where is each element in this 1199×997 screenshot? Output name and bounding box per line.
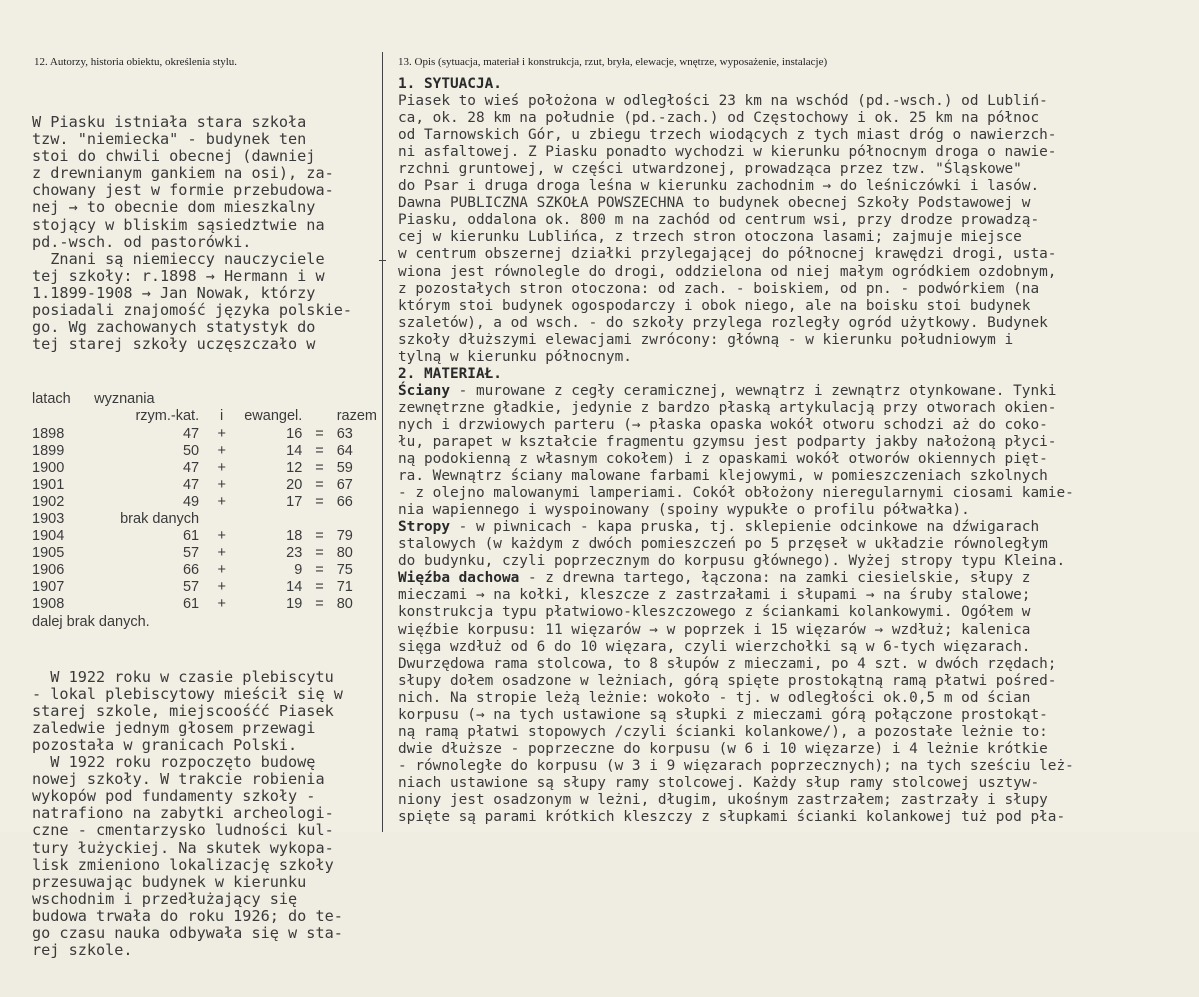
table-cell: 9 <box>294 562 303 579</box>
table-cell: = <box>315 596 324 613</box>
line-text: mieczami → na kołki, kleszcze z zastrzałami i słupami → na śruby stalowe; <box>398 587 1031 604</box>
line-text: szaletów), a od wsch. - do szkoły przylega rozległy ogród użytkowy. Budynek <box>398 314 1048 331</box>
text-line <box>398 553 1193 570</box>
text-line: z drewnianym gankiem na osi), za- <box>32 164 334 183</box>
table-cell: + <box>217 476 226 493</box>
table-cell: = <box>315 442 324 459</box>
table-cell: 57 <box>182 545 200 562</box>
text-line <box>398 741 1193 758</box>
text-line <box>398 383 1193 400</box>
text-line <box>398 110 1193 127</box>
text-line <box>398 349 1193 366</box>
text-line: 1.1899-1908 → Jan Nowak, którzy <box>32 283 316 302</box>
text-line: przesuwając budynek w kierunku <box>32 872 307 891</box>
bold-heading: Ściany <box>398 382 450 399</box>
bold-heading: 1. SYTUACJA. <box>398 76 502 92</box>
line-text: cej w kierunku Lublińca, z trzech stron otoczona lasami; zajmuje miejsce <box>398 229 1022 246</box>
line-text: ni asfaltowej. Z Piasku ponadto wychodzi w kierunku północnym droga o nawie- <box>398 144 1057 161</box>
table-cell: = <box>315 425 324 442</box>
table-row <box>32 596 377 613</box>
table-cell: 12 <box>286 459 303 476</box>
text-line: - lokal plebiscytowy mieścił się w <box>32 684 343 703</box>
line-text: korpusu (→ na tych ustawione są słupki z mieczami górą połączone prostokąt- <box>398 706 1048 723</box>
text-line <box>398 400 1193 417</box>
table-cell: 1907 <box>32 579 65 596</box>
text-line <box>398 519 1193 536</box>
table-cell: = <box>315 545 324 562</box>
table-row <box>32 562 377 579</box>
line-text: konstrukcja typu płatwiowo-kleszczowego z ściankami kolankowymi. Ogółem w <box>398 604 1031 621</box>
table-cell: 50 <box>182 442 200 459</box>
table-cell: = <box>315 579 324 596</box>
table-cell: 49 <box>182 493 200 510</box>
table-header-row <box>32 391 377 408</box>
table-cell: 47 <box>182 476 200 493</box>
table-cell: = <box>315 493 324 510</box>
text-line <box>398 673 1193 690</box>
text-line: W 1922 roku rozpoczęto budowę <box>32 753 316 772</box>
text-line <box>398 604 1193 621</box>
table-cell: 1902 <box>32 493 65 510</box>
text-line: W 1922 roku w czasie plebiscytu <box>32 667 334 686</box>
line-text: Piasku, oddalona ok. 800 m na zachód od centrum wsi, przy drodze prowadzą- <box>398 212 1040 229</box>
line-text: z pozostałych stron otoczona: od zach. - boiskiem, od pn. - podwórkiem (na <box>398 280 1040 297</box>
table-cell: 1903 <box>32 510 65 527</box>
table-cell <box>244 511 302 528</box>
table-cell: 16 <box>286 425 303 442</box>
table-cell <box>32 408 94 425</box>
table-cell: 1899 <box>32 442 65 459</box>
table-cell: + <box>217 442 226 459</box>
table-row <box>32 511 377 528</box>
table-cell: 1905 <box>32 545 65 562</box>
text-line <box>398 144 1193 161</box>
text-line: Znani są niemieccy nauczyciele <box>32 249 325 268</box>
table-cell: 14 <box>286 579 303 596</box>
line-text: rzchni gruntowej, w części utwardzonej, prowadząca przez tzw. "Śląskowe" <box>398 161 1022 178</box>
text-line <box>398 93 1193 110</box>
text-line: zaledwie jednym głosem przewagi <box>32 718 316 737</box>
line-text: ną ramą płatwi stopowych /czyli ścianki kolankowe/), a pozostałe leżnie to: <box>398 723 1048 740</box>
text-line: go. Wg zachowanych statystyk do <box>32 318 316 337</box>
table-cell: + <box>217 528 226 545</box>
table-cell: + <box>217 545 226 562</box>
table-cell: 14 <box>286 442 303 459</box>
text-line: tej starej szkoły uczęszczało w <box>32 335 316 354</box>
text-line <box>398 536 1193 553</box>
line-text: ną podokienną z własnym cokołem) i z opaskami wokół otworów okiennych pięt- <box>398 451 1048 468</box>
text-line <box>398 417 1193 434</box>
text-line <box>398 758 1193 775</box>
school-attendance-table <box>32 391 377 630</box>
text-line: budowa trwała do roku 1926; do te- <box>32 906 343 925</box>
text-line <box>398 502 1193 519</box>
text-line <box>398 212 1193 229</box>
text-line: tej szkoły: r.1898 → Hermann i w <box>32 266 325 285</box>
text-line <box>398 724 1193 741</box>
line-text: od Tarnowskich Gór, u zbiegu trzech wiodących z tych miast dróg o nawierzch- <box>398 127 1057 144</box>
section-12-header: 12. Autorzy, historia obiektu, określenia stylu. <box>34 56 238 68</box>
table-cell: 1904 <box>32 528 65 545</box>
text-line <box>398 332 1193 349</box>
text-line <box>398 281 1193 298</box>
text-line: stojący w bliskim sąsiedztwie na <box>32 215 325 234</box>
table-cell: 1900 <box>32 459 65 476</box>
line-text: - w piwnicach - kapa pruska, tj. sklepienie odcinkowe na dźwigarach <box>449 519 1040 536</box>
table-row <box>32 545 377 562</box>
table-cell: 80 <box>336 545 353 562</box>
table-cell <box>199 511 244 528</box>
text-line <box>398 775 1193 792</box>
text-line <box>398 707 1193 724</box>
table-cell: 66 <box>336 493 353 510</box>
line-text: szkoły dłuższymi elewacjami zwrócony: główną - w kierunku południowym i <box>398 331 1014 348</box>
line-text: łu, parapet w kształcie fragmentu gzymsu jest podparty jakby nałożoną płyci- <box>398 433 1057 450</box>
table-cell: + <box>217 596 226 613</box>
table-cell: + <box>217 579 226 596</box>
table-cell: razem <box>336 408 377 425</box>
line-text: nych i drzwiowych parteru (→ płaska opaska wokół otworu schodzi aż do coko- <box>398 416 1048 433</box>
table-cell: + <box>217 425 226 442</box>
text-line <box>398 451 1193 468</box>
table-cell: 1906 <box>32 562 65 579</box>
text-line <box>398 195 1193 212</box>
text-line <box>398 656 1193 673</box>
text-line <box>398 690 1193 707</box>
table-subheader-row <box>32 408 377 425</box>
table-cell <box>244 391 302 408</box>
table-cell: 1901 <box>32 476 65 493</box>
text-line <box>398 161 1193 178</box>
line-text: Piasek to wieś położona w odległości 23 km na wschód (pd.-wsch.) od Lubliń- <box>398 93 1048 110</box>
text-line: tzw. "niemiecka" - budynek ten <box>32 130 307 149</box>
line-text: sięga wzdłuż od 6 do 10 więzara, czyli wierzchołki są w 6-tych więzarach. <box>398 638 1031 655</box>
line-text: - równoległe do korpusu (w 3 i 9 więzarach poprzecznych); na tych sześciu leż- <box>398 757 1074 774</box>
text-line <box>398 570 1193 587</box>
text-line: go czasu nauka odbywała się w sta- <box>32 924 343 943</box>
table-cell: 61 <box>182 528 200 545</box>
table-cell: 64 <box>336 442 353 459</box>
line-text: słupy dołem osadzone w leżniach, górą spięte prostokątną ramą płatwi pośred- <box>398 672 1057 689</box>
text-line <box>398 622 1193 639</box>
table-row <box>32 579 377 596</box>
table-row <box>32 494 377 511</box>
text-line <box>398 485 1193 502</box>
text-line: pozostała w granicach Polski. <box>32 736 298 754</box>
text-line <box>398 434 1193 451</box>
line-text: Dwurzędowa rama stolcowa, to 8 słupów z mieczami, po 4 szt. w dwóch rzędach; <box>398 655 1057 672</box>
line-text: nia wapiennego i wyspoinowany (spoiny wypukłe o profilu półwałka). <box>398 502 970 519</box>
text-line <box>398 246 1193 263</box>
table-cell <box>337 391 377 408</box>
line-text: w centrum obszernej działki przylegającej do północnej krawędzi drogi, usta- <box>398 246 1057 263</box>
table-cell: i <box>220 408 224 425</box>
table-cell: 59 <box>336 459 353 476</box>
text-line <box>398 587 1193 604</box>
divider-tick <box>379 260 386 261</box>
line-text: tylną w kierunku północnym. <box>398 348 632 365</box>
text-line: rej szkole. <box>32 941 133 960</box>
history-intro <box>32 114 377 353</box>
text-line: tury łużyckiej. Na skutek wykopa- <box>32 838 334 857</box>
table-cell: 18 <box>286 528 303 545</box>
bold-heading: 2. MATERIAŁ. <box>398 365 502 382</box>
text-line <box>398 298 1193 315</box>
line-text: Dawna PUBLICZNA SZKOŁA POWSZECHNA to budynek obecnej Szkoły Podstawowej w <box>398 195 1031 212</box>
text-line <box>398 639 1193 656</box>
text-line <box>398 127 1193 144</box>
table-cell <box>337 511 377 528</box>
line-text: do Psar i druga droga leśna w kierunku zachodnim → do leśniczówki i lasów. <box>398 178 1040 195</box>
table-cell: 1898 <box>32 425 65 442</box>
table-cell: = <box>315 562 324 579</box>
text-line: natrafiono na zabytki archeologi- <box>32 804 334 823</box>
table-cell: + <box>217 459 226 476</box>
table-footer-row <box>32 614 377 631</box>
table-cell: latach <box>32 391 71 408</box>
table-cell: 67 <box>336 476 353 493</box>
table-cell: 71 <box>336 579 353 596</box>
table-cell: 66 <box>182 562 200 579</box>
text-line: starej szkole, miejscoośćć Piasek <box>32 701 334 720</box>
text-line <box>398 229 1193 246</box>
table-cell: + <box>217 562 226 579</box>
table-cell: 47 <box>182 459 200 476</box>
line-text: stalowych (w każdym z dwóch pomieszczeń po 5 przęseł w układzie równoległym <box>398 536 1048 553</box>
text-line: W Piasku istniała stara szkoła <box>32 113 307 131</box>
line-text: ra. Wewnątrz ściany malowane farbami klejowymi, w pomieszczeniach szkolnych <box>398 468 1048 485</box>
text-line <box>398 366 1193 383</box>
text-line: czne - cmentarzysko ludności kul- <box>32 821 334 840</box>
line-text: spięte są parami krótkich kleszczy z słupkami ścianki kolankowej tuż pod pła- <box>398 809 1066 826</box>
table-cell: = <box>315 528 324 545</box>
line-text: - z olejno malowanymi lamperiami. Cokół obłożony nieregularnymi ciosami kamie- <box>398 485 1074 502</box>
line-text: do budynku, czyli poprzecznym do korpusu głównego). Wyżej stropy typu Kleina. <box>398 553 1066 570</box>
table-cell: 23 <box>286 545 303 562</box>
table-footer-text: dalej brak danych. <box>32 613 150 630</box>
table-cell: wyznania <box>94 391 155 408</box>
table-cell: 20 <box>286 476 303 493</box>
table-cell: 47 <box>182 425 200 442</box>
bold-heading: Stropy <box>398 519 450 536</box>
text-line: nowej szkoły. W trakcie robienia <box>32 770 325 789</box>
section-13-header: 13. Opis (sytuacja, materiał i konstrukcja, rzut, bryła, elewacje, wnętrze, wyposażenie, instalacje) <box>398 56 828 68</box>
table-cell: = <box>315 459 324 476</box>
table-cell <box>302 391 336 408</box>
table-row <box>32 528 377 545</box>
table-cell <box>302 511 336 528</box>
text-line <box>398 809 1193 826</box>
table-cell: = <box>315 476 324 493</box>
table-cell: 79 <box>336 528 353 545</box>
line-text: wiona jest równolegle do drogi, oddzielona od niej małym ogródkiem ozdobnym, <box>398 263 1057 280</box>
text-line: stoi do chwili obecnej (dawniej <box>32 147 316 166</box>
history-outro <box>32 669 377 960</box>
table-row <box>32 460 377 477</box>
line-text: niony jest osadzonym w leżni, długim, ukośnym zastrzałem; zastrzały i słupy <box>398 791 1048 808</box>
line-text: którym stoi budynek ogospodarczy i obok niego, ale na boisku stoi budynek <box>398 297 1031 314</box>
text-line <box>398 315 1193 332</box>
text-line: wykopów pod fundamenty szkoły - <box>32 787 316 806</box>
table-cell: brak danych <box>120 510 200 527</box>
line-text: nich. Na stropie leżą leżnie: wokoło - tj. w odległości ok.0,5 m od ścian <box>398 689 1031 706</box>
table-cell: 19 <box>286 596 303 613</box>
table-cell: 1908 <box>32 596 65 613</box>
text-line <box>398 178 1193 195</box>
line-text: - z drewna tartego, łączona: na zamki ciesielskie, słupy z <box>519 570 1031 587</box>
table-cell <box>199 391 244 408</box>
table-row <box>32 426 377 443</box>
left-column <box>32 76 377 997</box>
text-line: pd.-wsch. od pastorówki. <box>32 232 252 251</box>
text-line <box>398 76 1193 93</box>
table-cell: rzym.-kat. <box>135 408 200 425</box>
text-line <box>398 264 1193 281</box>
line-text: ca, ok. 28 km na południe (pd.-zach.) od Częstochowy i ok. 25 km na północ <box>398 110 1040 127</box>
table-cell: 80 <box>336 596 353 613</box>
table-cell: 57 <box>182 579 200 596</box>
text-line: wschodnim i przedłużający się <box>32 889 298 908</box>
right-column <box>398 76 1193 826</box>
line-text: więźbie korpusu: 11 więzarów → w poprzek i 15 więzarów → wzdłuż; kalenica <box>398 621 1031 638</box>
line-text: zewnętrzne gładkie, jedynie z bardzo płaską artykulacją przy otworach okien- <box>398 399 1057 416</box>
text-line: nej → to obecnie dom mieszkalny <box>32 198 316 217</box>
table-cell <box>302 408 336 425</box>
table-cell: + <box>217 493 226 510</box>
line-text: dwie dłuższe - poprzeczne do korpusu (w 6 i 10 więzarze) i 4 leżnie krótkie <box>398 740 1048 757</box>
line-text: - murowane z cegły ceramicznej, wewnątrz i zewnątrz otynkowane. Tynki <box>449 382 1057 399</box>
column-divider <box>382 52 383 832</box>
table-cell: ewangel. <box>244 408 303 425</box>
text-line <box>398 468 1193 485</box>
table-cell: 63 <box>336 425 353 442</box>
table-row <box>32 477 377 494</box>
line-text: niach ustawione są słupy ramy stolcowej. Każdy słup ramy stolcowej usztyw- <box>398 774 1040 791</box>
table-cell: 17 <box>286 493 303 510</box>
text-line: posiadali znajomość języka polskie- <box>32 301 353 320</box>
table-cell: 75 <box>336 562 353 579</box>
text-line: chowany jest w formie przebudowa- <box>32 181 334 200</box>
table-cell: 61 <box>182 596 200 613</box>
bold-heading: Więźba dachowa <box>398 570 520 587</box>
text-line <box>398 792 1193 809</box>
table-row <box>32 443 377 460</box>
text-line: lisk zmieniono lokalizację szkoły <box>32 855 334 874</box>
